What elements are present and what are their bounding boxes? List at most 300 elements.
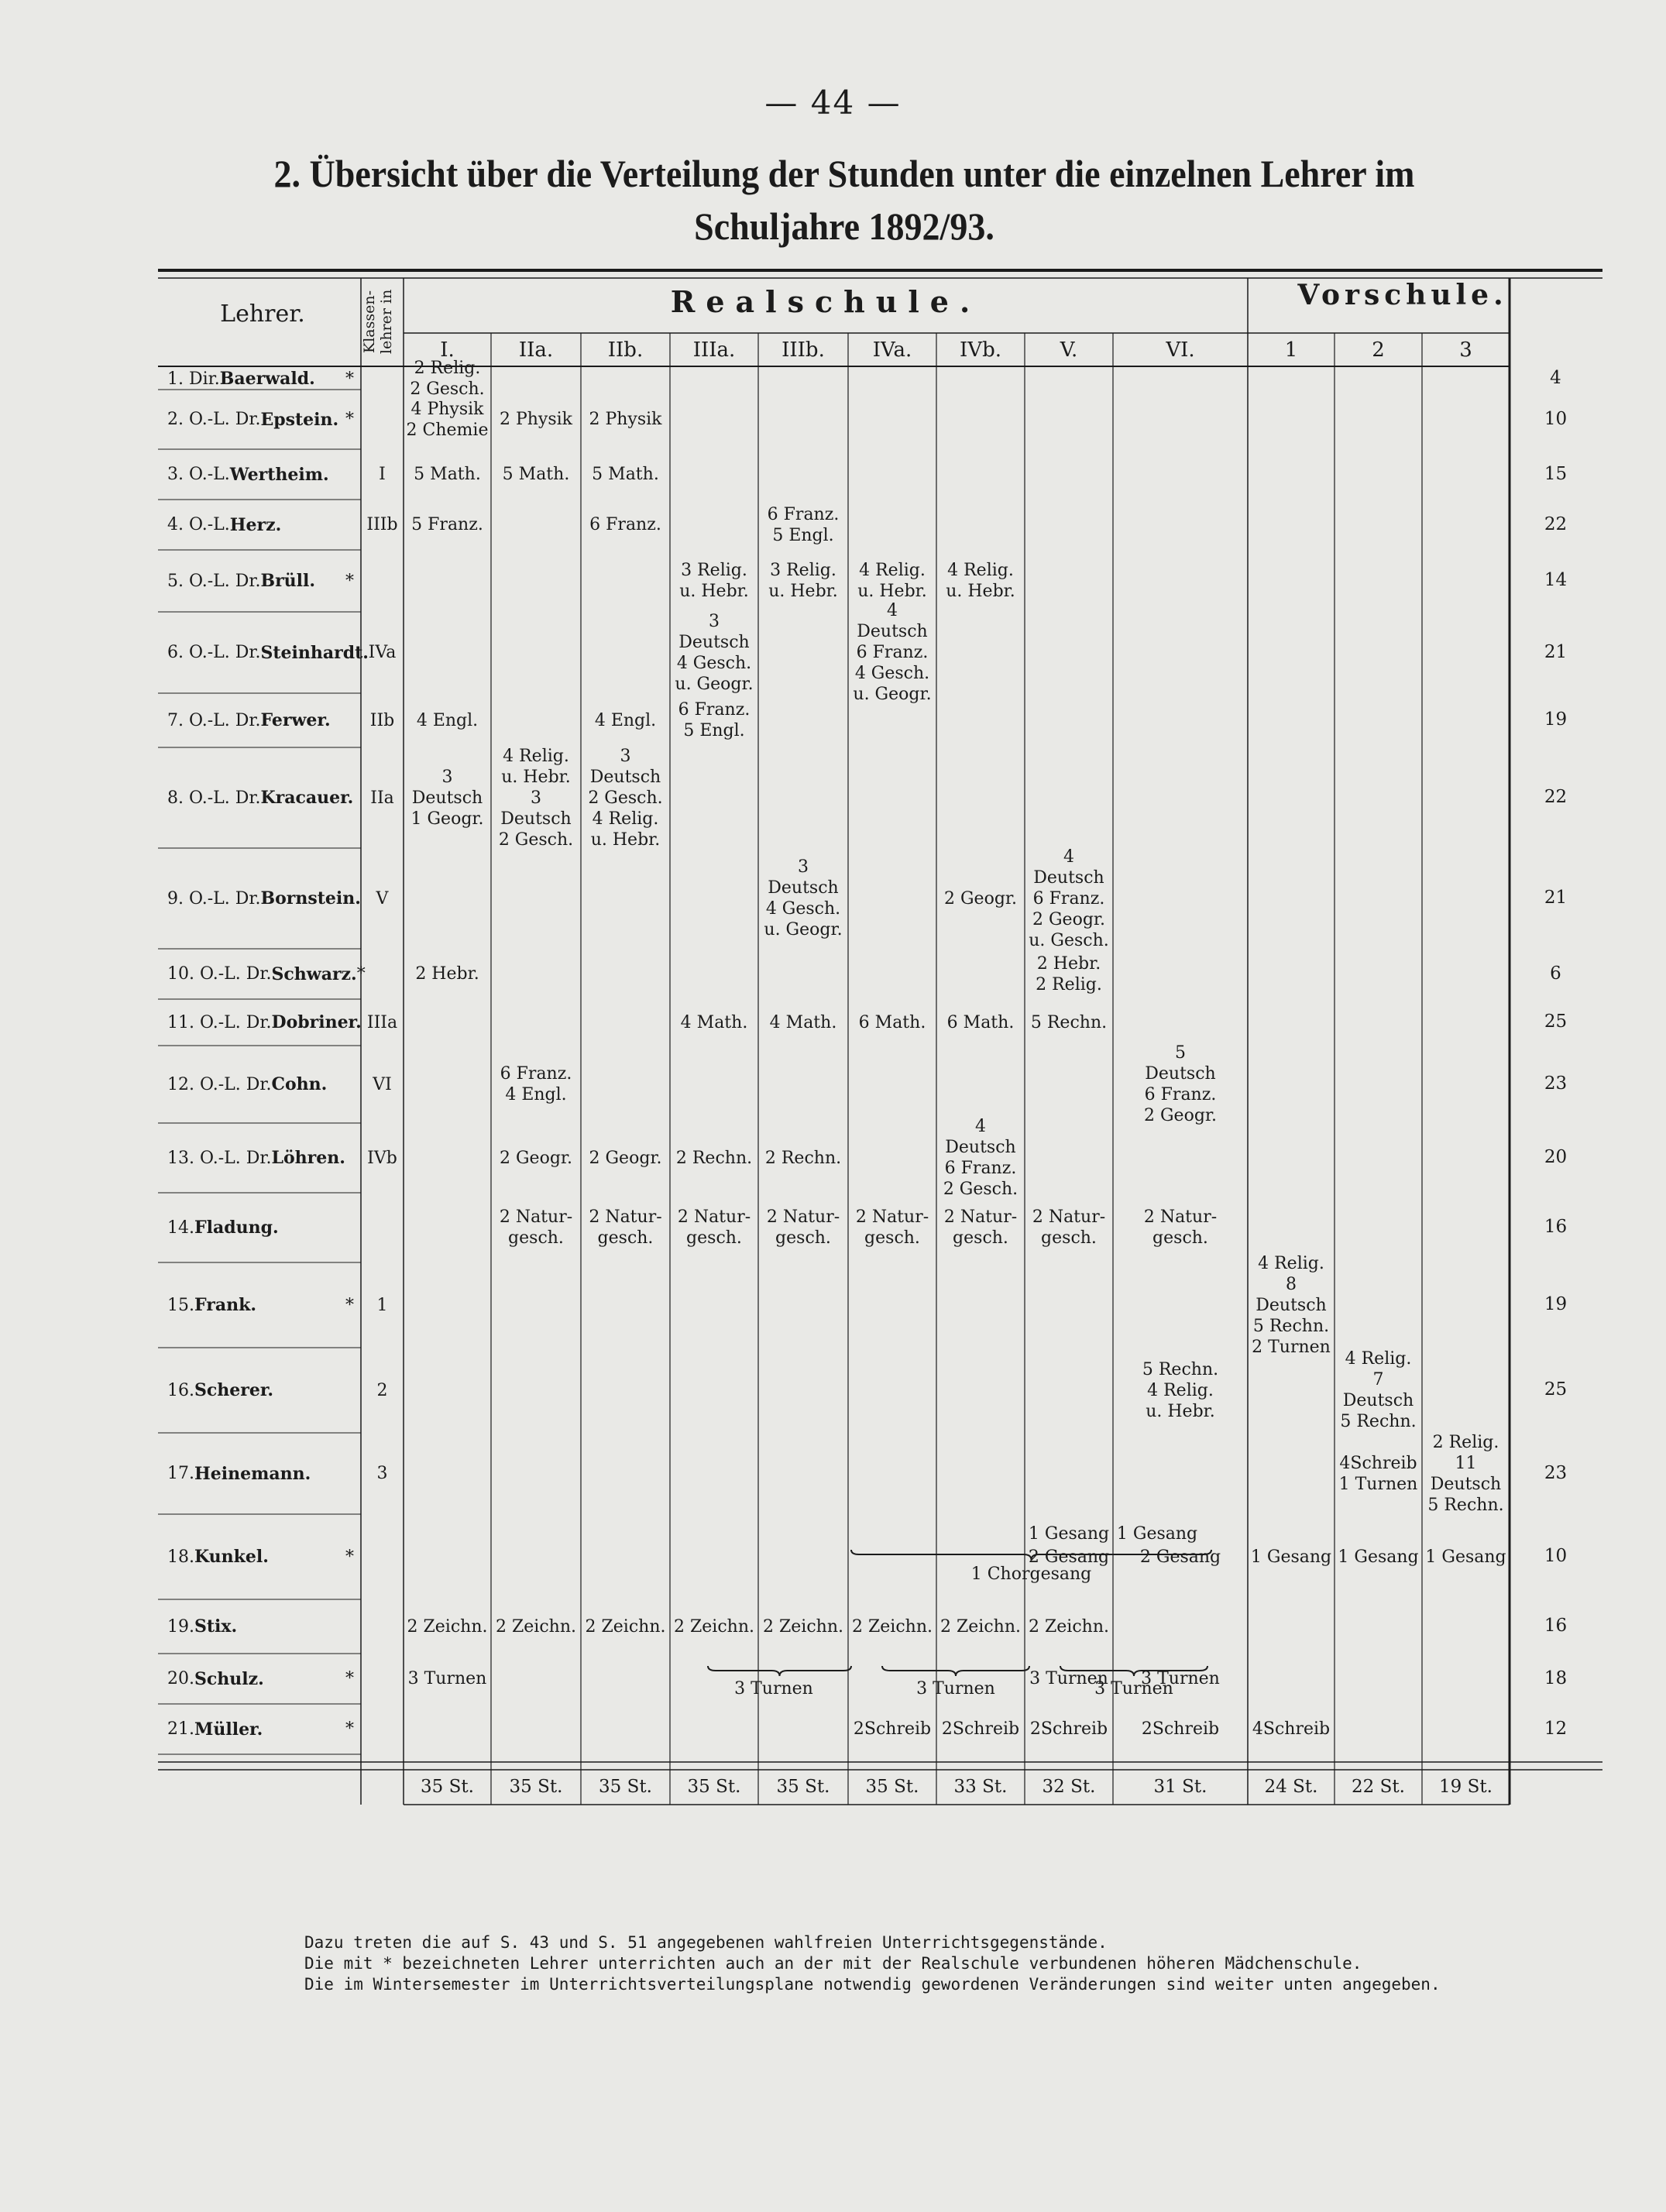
title-line-2: Schuljahre 1892/93. bbox=[694, 204, 994, 248]
lesson-cell bbox=[404, 359, 491, 399]
column-header: 1 bbox=[1284, 338, 1298, 362]
lesson-line: 8 bbox=[1286, 1274, 1297, 1294]
lesson-line: 3 Turnen bbox=[1141, 1669, 1220, 1688]
lesson-line: 2 Natur- bbox=[766, 1207, 840, 1227]
lesson-cell bbox=[936, 999, 1025, 1046]
footnote-2: Die mit * bezeichneten Lehrer unterrichten auch an der mit der Realschule verbundenen höheren Mädchenschule. bbox=[304, 1954, 1362, 1973]
lesson-line: 5 Rechn. bbox=[1142, 1359, 1219, 1379]
class-teacher-of: 1 bbox=[376, 1295, 388, 1315]
column-sum: 35 St. bbox=[421, 1776, 474, 1797]
lesson-line: 5 bbox=[1175, 1043, 1186, 1063]
lesson-line: 4 Engl. bbox=[505, 1085, 567, 1104]
teacher-surname: Cohn. bbox=[271, 1074, 328, 1094]
title-line-1: 2. Übersicht über die Verteilung der Stunden unter die einzelnen Lehrer im bbox=[273, 152, 1415, 195]
lesson-line: 2 Geogr. bbox=[943, 888, 1017, 908]
lesson-line: Deutsch bbox=[678, 632, 750, 652]
lesson-line: 2 Natur- bbox=[677, 1207, 751, 1227]
lesson-line: 2 Relig. bbox=[1036, 974, 1102, 994]
brace-label-chorgesang: 1 Chorgesang bbox=[970, 1564, 1092, 1584]
lesson-line: 4 Engl. bbox=[416, 710, 479, 730]
lesson-line: Deutsch bbox=[768, 878, 839, 898]
lesson-line: 2 Gesang bbox=[1139, 1547, 1221, 1567]
lesson-line: u. Hebr. bbox=[1146, 1401, 1215, 1421]
lesson-cell bbox=[1025, 949, 1113, 999]
lesson-line: 2 Zeichn. bbox=[407, 1616, 488, 1637]
column-header: IIb. bbox=[607, 338, 644, 362]
column-sum: 31 St. bbox=[1153, 1776, 1207, 1797]
teacher-name bbox=[167, 1599, 357, 1654]
teacher-title: 2. O.-L. Dr. bbox=[167, 410, 261, 429]
lesson-line: gesch. bbox=[686, 1228, 742, 1248]
lesson-line: u. Hebr. bbox=[857, 582, 927, 601]
lesson-cell bbox=[1335, 1433, 1422, 1514]
lesson-line: 4 Relig. bbox=[1258, 1253, 1324, 1273]
teacher-name bbox=[167, 949, 366, 999]
lesson-line: 4 Math. bbox=[769, 1012, 837, 1032]
teacher-name bbox=[167, 1704, 357, 1754]
column-header: IIIb. bbox=[781, 338, 825, 362]
lesson-line: Deutsch bbox=[500, 809, 572, 829]
teacher-total-hours: 22 bbox=[1544, 514, 1568, 534]
lesson-line: 2Schreib bbox=[1029, 1719, 1108, 1739]
lesson-cell bbox=[1248, 1253, 1335, 1357]
teacher-surname: Fladung. bbox=[194, 1218, 279, 1238]
lesson-line: gesch. bbox=[1041, 1228, 1097, 1248]
teacher-total-hours: 4 bbox=[1550, 368, 1561, 388]
lesson-line: 2 Natur- bbox=[499, 1207, 573, 1227]
lesson-line: 2 Gesch. bbox=[410, 380, 485, 399]
lesson-line: 5 Franz. bbox=[411, 515, 483, 534]
lesson-line: 2Schreib bbox=[941, 1719, 1020, 1739]
teacher-total-hours: 15 bbox=[1544, 463, 1568, 484]
teacher-total-hours: 21 bbox=[1544, 888, 1568, 908]
lesson-line: 6 Franz. bbox=[500, 1064, 572, 1084]
class-teacher-of: I bbox=[379, 465, 386, 484]
lesson-line: 2 Zeichn. bbox=[1029, 1616, 1109, 1637]
teacher-name bbox=[167, 449, 357, 500]
column-header: IIIa. bbox=[692, 338, 736, 362]
teacher-surname: Steinhardt. bbox=[260, 642, 369, 663]
lesson-line: Deutsch bbox=[857, 622, 928, 641]
lesson-line: 6 Franz. bbox=[1032, 888, 1105, 908]
lesson-cell bbox=[1248, 1514, 1335, 1599]
teacher-total-hours: 22 bbox=[1544, 787, 1568, 807]
lesson-cell bbox=[491, 747, 581, 848]
lesson-line: 5 Rechn. bbox=[1252, 1316, 1330, 1336]
distribution-table bbox=[158, 267, 1602, 1918]
lesson-line: 4 Relig. bbox=[592, 809, 659, 829]
lesson-line: 5 Engl. bbox=[772, 525, 834, 545]
lesson-line: 2 Natur- bbox=[589, 1207, 662, 1227]
teacher-surname: Stix. bbox=[194, 1616, 238, 1637]
teacher-title: 6. O.-L. Dr. bbox=[167, 643, 261, 662]
lesson-line: u. Hebr. bbox=[946, 582, 1015, 601]
teacher-surname: Ferwer. bbox=[260, 710, 331, 730]
teacher-surname: Frank. bbox=[194, 1295, 256, 1315]
teacher-total-hours: 21 bbox=[1544, 641, 1568, 662]
lesson-cell bbox=[758, 999, 848, 1046]
lesson-line: 5 Rechn. bbox=[1427, 1495, 1504, 1515]
lesson-cell bbox=[404, 500, 491, 550]
teacher-name bbox=[167, 1433, 357, 1514]
brace-label-gesang-b: 1 Gesang bbox=[1116, 1523, 1198, 1544]
lesson-line: 1 Gesang bbox=[1250, 1547, 1332, 1567]
lesson-cell bbox=[758, 1599, 848, 1654]
footnote-3: Die im Wintersemester im Unterrichtsverteilungsplane notwendig gewordenen Veränderungen sind weiter unten angegeben. bbox=[304, 1975, 1441, 1994]
girls-school-mark: * bbox=[345, 1719, 354, 1739]
teacher-surname: Dobriner. bbox=[271, 1012, 362, 1032]
teacher-title: 8. O.-L. Dr. bbox=[167, 788, 261, 808]
lesson-cell bbox=[936, 550, 1025, 612]
class-teacher-of bbox=[361, 1704, 404, 1754]
header-klassenlehrer: Klassen-lehrer in bbox=[361, 289, 395, 354]
teacher-total-hours: 12 bbox=[1544, 1718, 1568, 1739]
teacher-name bbox=[167, 1514, 357, 1599]
lesson-line: 6 Franz. bbox=[767, 504, 840, 524]
class-teacher-of: IIb bbox=[369, 710, 395, 730]
lesson-line: 2 Natur- bbox=[1032, 1207, 1106, 1227]
column-sum: 19 St. bbox=[1439, 1776, 1493, 1797]
teacher-surname: Kracauer. bbox=[260, 788, 354, 808]
column-header: IIa. bbox=[518, 338, 554, 362]
lesson-line: 2 Gesch. bbox=[588, 788, 663, 808]
teacher-name bbox=[167, 500, 357, 550]
lesson-line: 1 Turnen bbox=[1338, 1474, 1418, 1494]
lesson-cell bbox=[491, 449, 581, 500]
lesson-line: 2 Hebr. bbox=[415, 964, 479, 984]
teacher-surname: Kunkel. bbox=[194, 1547, 269, 1567]
lesson-line: u. Geogr. bbox=[764, 920, 843, 939]
teacher-title: 11. O.-L. Dr. bbox=[167, 1012, 272, 1032]
teacher-name bbox=[167, 693, 357, 747]
lesson-line: 3 bbox=[620, 746, 631, 766]
column-header: VI. bbox=[1166, 338, 1195, 362]
brace-label-turnen-3: 3 Turnen bbox=[1094, 1678, 1173, 1698]
lesson-line: 6 Math. bbox=[946, 1012, 1015, 1032]
lesson-line: Deutsch bbox=[411, 788, 483, 808]
lesson-line: 4 Relig. bbox=[1345, 1349, 1412, 1369]
teacher-name bbox=[167, 1123, 357, 1193]
class-teacher-of: VI bbox=[373, 1074, 392, 1094]
lesson-line: 4 bbox=[1063, 847, 1074, 867]
lesson-line: 2 Geogr. bbox=[589, 1148, 662, 1168]
teacher-total-hours: 25 bbox=[1544, 1379, 1568, 1400]
brace-label-turnen-1: 3 Turnen bbox=[734, 1678, 813, 1698]
lesson-line: gesch. bbox=[775, 1228, 831, 1248]
lesson-cell bbox=[936, 1193, 1025, 1262]
lesson-cell bbox=[404, 449, 491, 500]
lesson-cell bbox=[670, 1123, 758, 1193]
lesson-line: 2 Geogr. bbox=[499, 1148, 572, 1168]
lesson-cell bbox=[1335, 1348, 1422, 1433]
lesson-line: 4 Gesch. bbox=[854, 664, 930, 683]
page-title bbox=[196, 147, 1493, 252]
lesson-cell bbox=[1025, 848, 1113, 949]
lesson-line: 2 Turnen bbox=[1252, 1337, 1331, 1357]
header-teacher: Lehrer. bbox=[220, 300, 305, 328]
lesson-line: 2Schreib bbox=[853, 1719, 932, 1739]
lesson-line: 4 Relig. bbox=[947, 561, 1014, 580]
teacher-name bbox=[167, 1654, 357, 1704]
girls-school-mark: * bbox=[356, 964, 366, 984]
girls-school-mark: * bbox=[345, 1669, 354, 1688]
teacher-surname: Wertheim. bbox=[229, 464, 329, 485]
teacher-surname: Schulz. bbox=[194, 1668, 264, 1689]
teacher-total-hours: 14 bbox=[1544, 570, 1568, 590]
lesson-line: 4 bbox=[887, 601, 898, 620]
lesson-line: Deutsch bbox=[1342, 1391, 1414, 1410]
lesson-cell bbox=[581, 500, 670, 550]
lesson-line: gesch. bbox=[864, 1228, 920, 1248]
lesson-line: u. Hebr. bbox=[501, 767, 571, 787]
column-header: V. bbox=[1060, 338, 1078, 362]
lesson-line: 4 Physik bbox=[410, 399, 484, 419]
lesson-line: 2 Natur- bbox=[943, 1207, 1018, 1227]
page-number: — 44 — bbox=[764, 84, 902, 122]
class-teacher-of bbox=[361, 1193, 404, 1262]
teacher-surname: Brüll. bbox=[260, 571, 316, 591]
lesson-cell bbox=[404, 693, 491, 747]
lesson-line: 3 bbox=[531, 788, 541, 808]
teacher-surname: Heinemann. bbox=[194, 1463, 311, 1484]
lesson-cell bbox=[936, 1117, 1025, 1199]
class-teacher-of: IVa bbox=[368, 643, 397, 662]
lesson-line: 6 Franz. bbox=[678, 700, 751, 720]
lesson-line: 3 bbox=[441, 767, 453, 787]
lesson-line: 1 Gesang bbox=[1338, 1547, 1419, 1567]
teacher-title: 7. O.-L. Dr. bbox=[167, 710, 261, 730]
lesson-line: 2 Gesch. bbox=[498, 830, 574, 850]
teacher-name bbox=[167, 999, 362, 1046]
lesson-cell bbox=[758, 500, 848, 550]
teacher-total-hours: 20 bbox=[1544, 1147, 1568, 1167]
teacher-surname: Scherer. bbox=[194, 1380, 274, 1400]
teacher-title: 20. bbox=[167, 1669, 194, 1688]
lesson-cell bbox=[848, 999, 936, 1046]
teacher-surname: Epstein. bbox=[260, 409, 339, 430]
class-teacher-of bbox=[361, 949, 404, 999]
teacher-title: 12. O.-L. Dr. bbox=[167, 1074, 272, 1094]
lesson-line: 2 Chemie bbox=[406, 420, 489, 440]
lesson-cell bbox=[1113, 1043, 1248, 1125]
lesson-line: 2 Natur- bbox=[855, 1207, 929, 1227]
class-teacher-of bbox=[361, 550, 404, 612]
lesson-cell bbox=[758, 1193, 848, 1262]
lesson-cell bbox=[404, 747, 491, 848]
teacher-total-hours: 6 bbox=[1550, 963, 1561, 984]
lesson-line: 3 Turnen bbox=[407, 1669, 487, 1688]
lesson-cell bbox=[1025, 999, 1113, 1046]
teacher-title: 5. O.-L. Dr. bbox=[167, 571, 261, 591]
column-sum: 32 St. bbox=[1042, 1776, 1096, 1797]
girls-school-mark: * bbox=[345, 369, 354, 389]
lesson-cell bbox=[1335, 1514, 1422, 1599]
lesson-cell bbox=[491, 1599, 581, 1654]
brace-label-gesang-a: 1 Gesang bbox=[1028, 1523, 1110, 1544]
class-teacher-of: V bbox=[376, 888, 389, 908]
teacher-title: 3. O.-L. bbox=[167, 465, 230, 484]
lesson-line: Deutsch bbox=[1145, 1064, 1216, 1084]
lesson-line: 4 Gesch. bbox=[765, 899, 841, 919]
lesson-line: 4 Gesch. bbox=[676, 653, 752, 673]
lesson-line: 2Schreib bbox=[1141, 1719, 1220, 1739]
teacher-title: 21. bbox=[167, 1719, 194, 1739]
lesson-cell bbox=[581, 693, 670, 747]
lesson-line: 6 Franz. bbox=[856, 643, 929, 662]
column-header: I. bbox=[440, 338, 455, 362]
class-teacher-of bbox=[361, 1599, 404, 1654]
class-teacher-of bbox=[361, 1514, 404, 1599]
lesson-cell bbox=[758, 1123, 848, 1193]
teacher-title: 18. bbox=[167, 1547, 194, 1567]
lesson-cell bbox=[670, 1599, 758, 1654]
lesson-line: 4 Relig. bbox=[859, 561, 926, 580]
lesson-line: 5 Math. bbox=[414, 465, 481, 484]
teacher-title: 17. bbox=[167, 1464, 194, 1483]
brace-turnen-2 bbox=[882, 1666, 1029, 1676]
lesson-line: 4 Engl. bbox=[594, 710, 657, 730]
lesson-cell bbox=[491, 390, 581, 449]
teacher-title: 4. O.-L. bbox=[167, 515, 230, 534]
lesson-line: 2 Zeichn. bbox=[585, 1616, 666, 1637]
lesson-line: u. Geogr. bbox=[675, 674, 754, 694]
lesson-line: 4 bbox=[975, 1117, 986, 1136]
lesson-line: 5 Math. bbox=[502, 465, 570, 484]
lesson-line: 3 bbox=[709, 611, 720, 631]
column-sum: 35 St. bbox=[599, 1776, 652, 1797]
lesson-line: 4Schreib bbox=[1252, 1719, 1331, 1739]
column-sum: 33 St. bbox=[953, 1776, 1008, 1797]
lesson-line: 7 bbox=[1372, 1370, 1384, 1389]
lesson-line: Deutsch bbox=[1256, 1295, 1327, 1315]
teacher-title: 14. bbox=[167, 1218, 194, 1238]
lesson-cell bbox=[491, 1193, 581, 1262]
lesson-cell bbox=[1113, 1704, 1248, 1754]
lesson-line: 2 Physik bbox=[499, 410, 573, 429]
lesson-cell bbox=[404, 1654, 491, 1704]
teacher-title: 19. bbox=[167, 1616, 194, 1637]
lesson-cell bbox=[1422, 1433, 1510, 1514]
column-sum: 35 St. bbox=[776, 1776, 830, 1797]
teacher-name bbox=[167, 1262, 357, 1348]
teacher-surname: Bornstein. bbox=[260, 888, 361, 908]
lesson-line: 6 Math. bbox=[858, 1012, 926, 1032]
lesson-line: 4 Relig. bbox=[503, 746, 569, 766]
lesson-line: 5 Rechn. bbox=[1340, 1412, 1417, 1431]
lesson-line: u. Hebr. bbox=[590, 830, 661, 850]
class-teacher-of: 2 bbox=[376, 1380, 388, 1400]
lesson-cell bbox=[758, 848, 848, 949]
teacher-title: 15. bbox=[167, 1295, 194, 1315]
lesson-cell bbox=[936, 1599, 1025, 1654]
lesson-cell bbox=[404, 390, 491, 449]
lesson-line: 6 Franz. bbox=[589, 515, 661, 534]
column-header: 2 bbox=[1372, 338, 1385, 362]
lesson-cell bbox=[670, 550, 758, 612]
column-header: 3 bbox=[1459, 338, 1472, 362]
lesson-line: 2 Natur- bbox=[1143, 1207, 1218, 1227]
lesson-line: 6 Franz. bbox=[944, 1159, 1017, 1178]
teacher-title: 10. O.-L. Dr. bbox=[167, 964, 272, 984]
column-sum: 24 St. bbox=[1264, 1776, 1318, 1797]
lesson-line: 2 Geogr. bbox=[1143, 1106, 1217, 1125]
teacher-total-hours: 10 bbox=[1544, 1546, 1568, 1566]
lesson-cell bbox=[936, 1704, 1025, 1754]
teacher-total-hours: 16 bbox=[1544, 1616, 1568, 1636]
lesson-line: 5 Math. bbox=[592, 465, 659, 484]
lesson-cell bbox=[670, 693, 758, 747]
teacher-total-hours: 19 bbox=[1544, 709, 1568, 730]
lesson-line: 2 Geogr. bbox=[1032, 909, 1105, 929]
teacher-name bbox=[167, 368, 357, 390]
lesson-line: 4 Math. bbox=[680, 1012, 748, 1032]
lesson-cell bbox=[1025, 1599, 1113, 1654]
lesson-line: 2 Hebr. bbox=[1036, 953, 1101, 974]
class-teacher-of bbox=[361, 368, 404, 390]
lesson-cell bbox=[848, 1599, 936, 1654]
lesson-line: 2 Zeichn. bbox=[852, 1616, 933, 1637]
lesson-cell bbox=[1422, 1514, 1510, 1599]
lesson-line: Deutsch bbox=[945, 1138, 1016, 1157]
class-teacher-of: IIIb bbox=[366, 515, 398, 534]
lesson-line: u. Geogr. bbox=[853, 685, 932, 704]
lesson-line: 3 Relig. bbox=[681, 561, 747, 580]
lesson-cell bbox=[848, 1704, 936, 1754]
lesson-line: 5 Rechn. bbox=[1030, 1012, 1108, 1032]
teacher-name bbox=[167, 1193, 357, 1262]
lesson-cell bbox=[1248, 1704, 1335, 1754]
column-sum: 35 St. bbox=[865, 1776, 919, 1797]
lesson-line: 1 Gesang bbox=[1425, 1547, 1506, 1567]
teacher-name bbox=[167, 1046, 357, 1123]
lesson-cell bbox=[491, 1046, 581, 1123]
lesson-cell bbox=[848, 1193, 936, 1262]
lesson-cell bbox=[581, 1193, 670, 1262]
lesson-cell bbox=[670, 612, 758, 693]
teacher-title: 9. O.-L. Dr. bbox=[167, 888, 261, 908]
teacher-total-hours: 25 bbox=[1544, 1012, 1568, 1032]
class-teacher-of bbox=[361, 1654, 404, 1704]
lesson-cell bbox=[848, 601, 936, 704]
teacher-name bbox=[167, 848, 361, 949]
lesson-line: Deutsch bbox=[589, 767, 661, 787]
footnote-1: Dazu treten die auf S. 43 und S. 51 angegebenen wahlfreien Unterrichtsgegenstände. bbox=[304, 1933, 1108, 1952]
lesson-line: 2 Relig. bbox=[414, 359, 481, 378]
lesson-line: Deutsch bbox=[1033, 867, 1104, 888]
lesson-line: 2 Physik bbox=[589, 410, 662, 429]
teacher-surname: Löhren. bbox=[271, 1148, 345, 1168]
girls-school-mark: * bbox=[345, 410, 354, 429]
lesson-line: Deutsch bbox=[1430, 1474, 1502, 1494]
teacher-name bbox=[167, 390, 357, 449]
teacher-title: 13. O.-L. Dr. bbox=[167, 1148, 272, 1168]
lesson-line: 2 Zeichn. bbox=[496, 1616, 576, 1637]
teacher-surname: Baerwald. bbox=[219, 369, 315, 389]
column-sum: 35 St. bbox=[509, 1776, 563, 1797]
lesson-cell bbox=[404, 949, 491, 999]
lesson-cell bbox=[1113, 1193, 1248, 1262]
brace-label-turnen-2: 3 Turnen bbox=[916, 1678, 995, 1698]
lesson-line: 3 Turnen bbox=[1029, 1669, 1108, 1688]
teacher-surname: Herz. bbox=[229, 514, 282, 535]
lesson-cell bbox=[670, 999, 758, 1046]
footnotes bbox=[304, 1932, 1441, 1995]
class-teacher-of: IIa bbox=[370, 788, 394, 808]
lesson-line: 2 Rechn. bbox=[675, 1148, 753, 1168]
lesson-cell bbox=[758, 550, 848, 612]
teacher-total-hours: 10 bbox=[1544, 408, 1568, 429]
teacher-total-hours: 19 bbox=[1544, 1294, 1568, 1314]
